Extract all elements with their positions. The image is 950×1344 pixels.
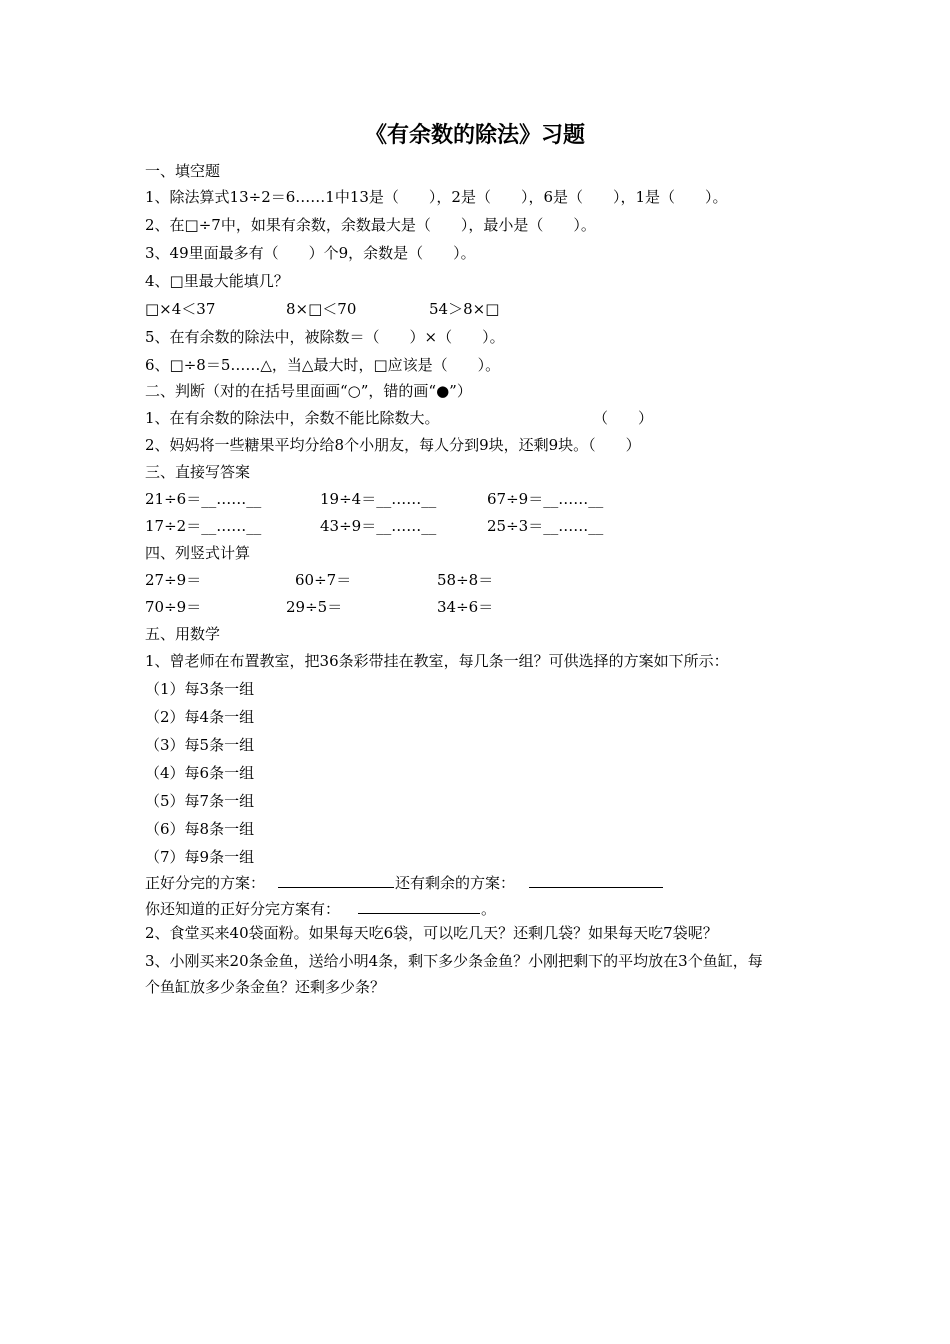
apply-question-1: 1、曾老师在布置教室，把36条彩带挂在教室，每几条一组？可供选择的方案如下所示： <box>145 652 729 670</box>
section-judge-heading: 二、判断（对的在括号里面画“○”，错的画“●”） <box>145 382 472 400</box>
plan-option: （1）每3条一组 <box>145 680 255 698</box>
fill-question-1: 1、除法算式13÷2＝6……1中13是（ ），2是（ ），6是（ ），1是（ ）。 <box>145 188 728 206</box>
fill-question-4: 4、□里最大能填几？ <box>145 272 289 290</box>
plan-option: （4）每6条一组 <box>145 764 255 782</box>
inequality-item: 54＞8×□ <box>429 300 500 318</box>
division-item: 17÷2＝__……__ <box>145 517 262 535</box>
division-item: 58÷8＝ <box>437 571 494 589</box>
judge-question-1 <box>145 405 665 431</box>
division-item: 60÷7＝ <box>295 571 352 589</box>
vertical-row-1 <box>145 567 645 593</box>
exact-plan-label: 正好分完的方案： <box>145 874 266 892</box>
division-item: 25÷3＝__……__ <box>487 517 604 535</box>
division-item: 21÷6＝__……__ <box>145 490 262 508</box>
plan-option: （6）每8条一组 <box>145 820 255 838</box>
plan-option: （7）每9条一组 <box>145 848 255 866</box>
judge-question-1-text: 1、在有余数的除法中，余数不能比除数大。 <box>145 409 440 427</box>
fill-question-5: 5、在有余数的除法中，被除数＝（ ）×（ ）。 <box>145 328 505 346</box>
judge-question-2: 2、妈妈将一些糖果平均分给8个小朋友，每人分到9块，还剩9块。（ ） <box>145 436 641 454</box>
page-title: 《有余数的除法》习题 <box>364 123 585 148</box>
division-item: 34÷6＝ <box>437 598 494 616</box>
division-item: 29÷5＝ <box>286 598 343 616</box>
section-direct-heading: 三、直接写答案 <box>145 463 251 481</box>
know-plan-label: 你还知道的正好分完方案有： <box>145 900 341 918</box>
section-apply-heading: 五、用数学 <box>145 625 221 643</box>
plan-option: （2）每4条一组 <box>145 708 255 726</box>
apply-question-3-line-2: 个鱼缸放多少条金鱼？还剩多少条？ <box>145 978 386 996</box>
division-item: 70÷9＝ <box>145 598 202 616</box>
remain-plan-label: 还有剩余的方案： <box>395 874 516 892</box>
plan-option: （5）每7条一组 <box>145 792 255 810</box>
inequality-item: 8×□＜70 <box>286 300 357 318</box>
plan-answer-line <box>145 870 705 896</box>
division-item: 27÷9＝ <box>145 571 202 589</box>
section-fill-heading: 一、填空题 <box>145 162 221 180</box>
fill-question-6: 6、□÷8＝5……△，当△最大时，□应该是（ ）。 <box>145 356 501 374</box>
division-item: 43÷9＝__……__ <box>320 517 437 535</box>
judge-question-1-paren: （ ） <box>593 409 654 427</box>
apply-question-2: 2、食堂买来40袋面粉。如果每天吃6袋，可以吃几天？还剩几袋？如果每天吃7袋呢？ <box>145 924 718 942</box>
section-vertical-heading: 四、列竖式计算 <box>145 544 251 562</box>
fill-question-4-items <box>145 296 645 322</box>
direct-row-2 <box>145 513 645 539</box>
know-plan-line <box>145 896 705 922</box>
division-item: 19÷4＝__……__ <box>320 490 437 508</box>
plan-option: （3）每5条一组 <box>145 736 255 754</box>
vertical-row-2 <box>145 594 645 620</box>
know-plan-end: 。 <box>481 900 497 918</box>
apply-question-3-line-1: 3、小刚买来20条金鱼，送给小明4条，剩下多少条金鱼？小刚把剩下的平均放在3个鱼缸，每 <box>145 952 763 970</box>
inequality-item: □×4＜37 <box>145 300 216 318</box>
division-item: 67÷9＝__……__ <box>487 490 604 508</box>
direct-row-1 <box>145 486 645 512</box>
fill-question-2: 2、在□÷7中，如果有余数，余数最大是（ ），最小是（ ）。 <box>145 216 596 234</box>
fill-question-3: 3、49里面最多有（ ）个9，余数是（ ）。 <box>145 244 476 262</box>
